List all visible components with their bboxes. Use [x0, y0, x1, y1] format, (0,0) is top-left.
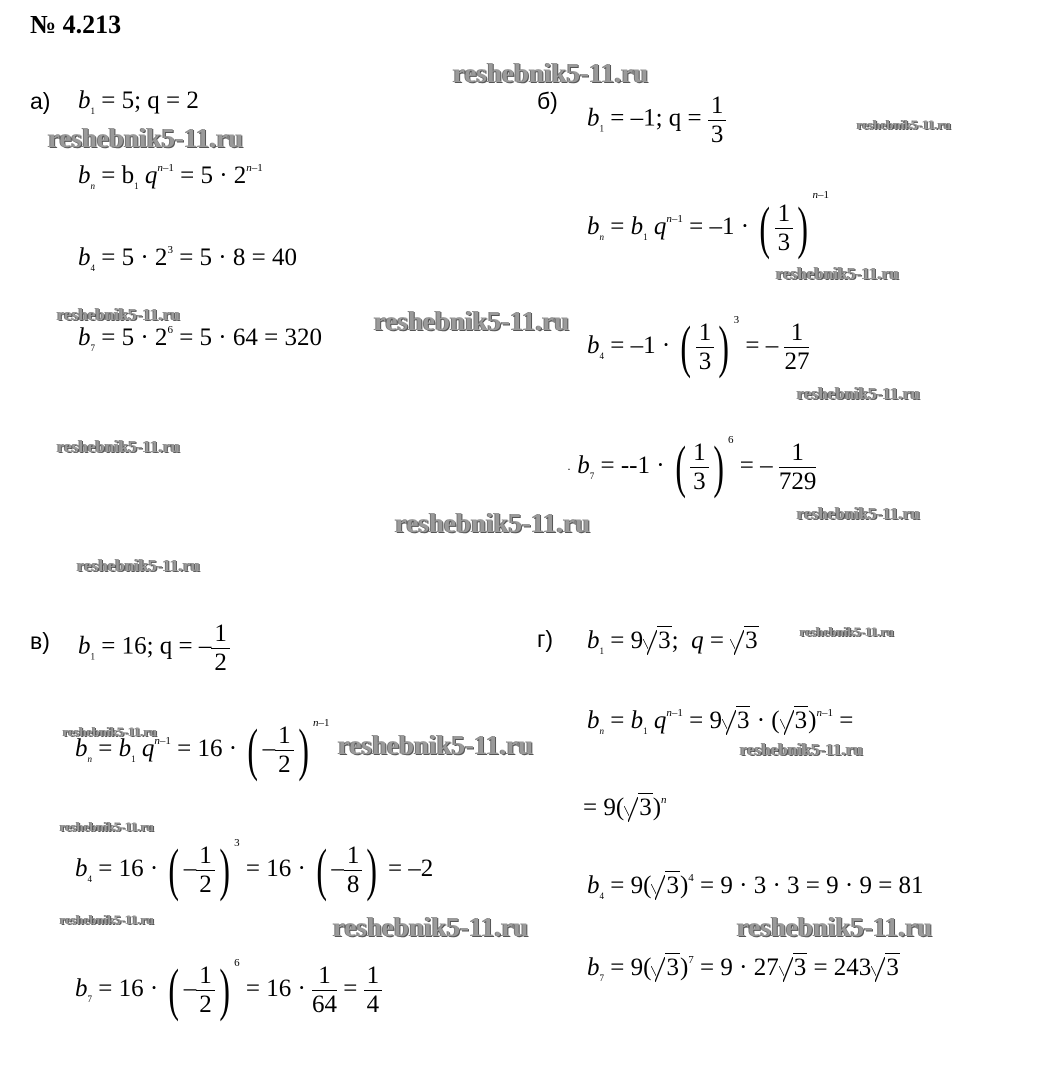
- watermark: reshebnik5-11.ru: [60, 912, 155, 927]
- part-g-label: г): [537, 626, 554, 652]
- part-b-given: $b_1 = -1$; q = $\frac{1}{3}$: [587, 92, 726, 148]
- part-a-b7: $b_7 = 5 \cdot 2^6 = 5 \cdot 64 = 320$: [78, 324, 322, 353]
- watermark: reshebnik5-11.ru: [63, 724, 158, 739]
- part-v-label: в): [30, 628, 50, 654]
- watermark: reshebnik5-11.ru: [57, 437, 180, 456]
- watermark: reshebnik5-11.ru: [48, 123, 244, 153]
- watermark: reshebnik5-11.ru: [374, 306, 570, 336]
- watermark: reshebnik5-11.ru: [453, 58, 649, 88]
- part-g-b7: $b_7 = 9$( 3)$^7$ = 9 · 27 3 = 243 3: [587, 954, 899, 983]
- watermark: reshebnik5-11.ru: [740, 740, 863, 759]
- watermark: reshebnik5-11.ru: [338, 730, 534, 760]
- watermark: reshebnik5-11.ru: [333, 912, 529, 942]
- part-v-b7: $b_7 = 16$ · ( – $\frac{1}{2}$ ) $^6$ = 16 · $\frac{1}{64}$ = $\frac{1}{4}$: [75, 958, 382, 1019]
- part-b-b4: $b_4 = -1$ · ( $\frac{1}{3}$ ) $^3$ = – $\frac{1}{27}$: [587, 314, 810, 380]
- part-v-given: $b_1 = 16$; q = – $\frac{1}{2}$: [78, 620, 230, 676]
- watermark: reshebnik5-11.ru: [737, 912, 933, 942]
- watermark: reshebnik5-11.ru: [60, 819, 155, 834]
- problem-number: № 4.213: [30, 10, 122, 39]
- part-v-formula: $b_n = b_1$ $q^{n-1} = 16$ · ( – $\frac{1}{2}$ ) $^{n-1}$: [75, 717, 330, 783]
- part-a-label: а): [30, 88, 51, 114]
- part-a-b4: $b_4 = 5 \cdot 2^3 = 5 \cdot 8 = 40$: [78, 244, 297, 273]
- watermark: reshebnik5-11.ru: [800, 624, 895, 639]
- watermark: reshebnik5-11.ru: [57, 305, 180, 324]
- watermark: reshebnik5-11.ru: [776, 264, 899, 283]
- part-v-b4: $b_4 = 16$ · ( – $\frac{1}{2}$ ) $^3$ = 16 · ( – $\frac{1}{8}$ ) = –2: [75, 837, 434, 903]
- part-g-given: $b_1 = 9$ 3; q = 3: [587, 627, 758, 656]
- part-g-line2: = 9( 3)$^n$: [583, 794, 667, 821]
- part-b-formula: $b_n = b_1$ $q^{n-1} = -1$ · ( $\frac{1}{3}$ )$^{n-1}$: [587, 189, 829, 261]
- part-a-formula: $b_n = b_1$ $q^{n-1} = 5 \cdot 2^{n-1}$: [78, 162, 263, 191]
- watermark: reshebnik5-11.ru: [797, 504, 920, 523]
- watermark: reshebnik5-11.ru: [857, 117, 952, 132]
- part-g-b4: $b_4 = 9$( 3)$^4$ = 9 · 3 · 3 = 9 · 9 = 81: [587, 872, 924, 901]
- part-a-given: $b_1 = 5$; q = 2: [78, 87, 199, 116]
- part-g-formula: $b_n = b_1$ $q^{n-1} = 9$ 3 · ( 3)$^{n-1}$ =: [587, 707, 854, 736]
- watermark: reshebnik5-11.ru: [395, 508, 591, 538]
- watermark: reshebnik5-11.ru: [797, 384, 920, 403]
- part-b-b7: · $b_7 = --1$ · ( $\frac{1}{3}$ ) $^6$ = – $\frac{1}{729}$: [567, 434, 817, 500]
- part-b-label: б): [537, 88, 558, 114]
- watermark: reshebnik5-11.ru: [77, 556, 200, 575]
